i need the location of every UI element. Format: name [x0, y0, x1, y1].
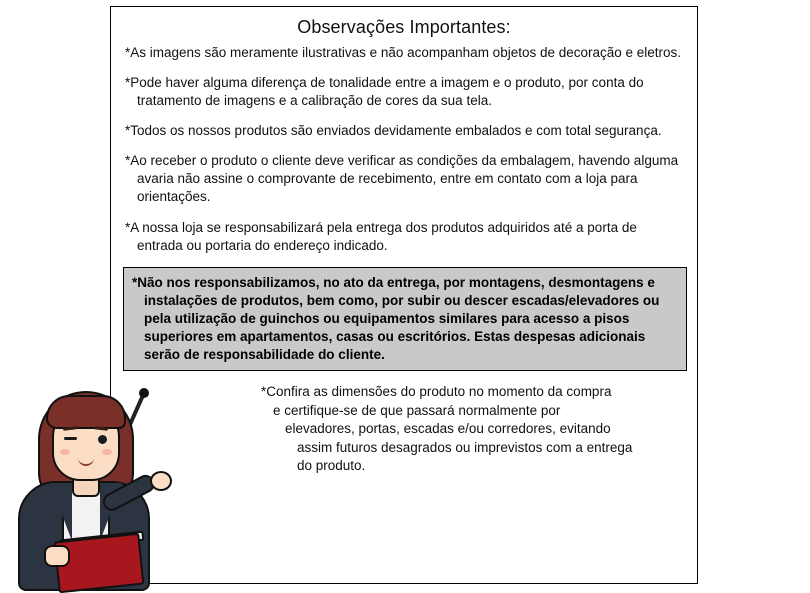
dimension-note-line: elevadores, portas, escadas e/ou corredores, evitando [285, 421, 611, 437]
notice-paragraph-text: *As imagens são meramente ilustrativas e não acompanham objetos de decoração e eletros. [125, 45, 682, 60]
dimension-note-line: *Confira as dimensões do produto no momento da compra [261, 384, 612, 400]
notice-paragraph-text: *Pode haver alguma diferença de tonalidade entre a imagem e o produto, por conta do tratamento de imagens e a calibração de cores da sua tela. [125, 75, 644, 109]
notice-paragraph [125, 44, 683, 62]
book-hand-icon [44, 545, 70, 567]
page-title: Observações Importantes: [297, 17, 511, 37]
eye-wink-icon [64, 437, 77, 440]
dimension-note-line: e certifique-se de que passará normalmente por [273, 402, 561, 418]
dimension-note-line: do produto. [297, 457, 366, 473]
notice-paragraph-text: *Ao receber o produto o cliente deve verificar as condições da embalagem, havendo alguma avaria não assine o comprovante de recebimento, entre em contato com a loja para orientações. [125, 153, 679, 205]
fringe-icon [46, 395, 126, 429]
notice-paragraph-text: *Todos os nossos produtos são enviados devidamente embalados e com total segurança. [125, 123, 662, 139]
notice-paragraph [125, 74, 683, 110]
woman-with-pointer-illustration [0, 385, 200, 590]
liability-highlight-box [123, 267, 687, 372]
liability-highlight-text: *Não nos responsabilizamos, no ato da entrega, por montagens, desmontagens e instalações de produtos, bem como, por subir ou descer escadas/elevadores ou pela utilização de guinchos ou equipamentos similares para acesso a pisos superiores em apartamentos, casas ou escritórios. Estas despesas adicionais serão de responsabilidade do cliente. [132, 274, 660, 362]
hand-icon [150, 471, 172, 491]
pointer-tip-icon [139, 388, 149, 398]
eye-right-icon [98, 435, 107, 444]
notice-paragraph [125, 152, 683, 206]
notice-paragraph [125, 122, 683, 140]
notice-paragraph-text: *A nossa loja se responsabilizará pela entrega dos produtos adquiridos até a porta de entrada ou portaria do endereço indicado. [125, 219, 637, 253]
lapel-left-icon [50, 483, 72, 541]
notice-paragraph [125, 219, 683, 255]
dimension-note [261, 383, 681, 475]
cheek-left-icon [60, 449, 70, 455]
cheek-right-icon [102, 449, 112, 455]
dimension-note-line: assim futuros desagrados ou imprevistos com a entrega [297, 439, 633, 455]
